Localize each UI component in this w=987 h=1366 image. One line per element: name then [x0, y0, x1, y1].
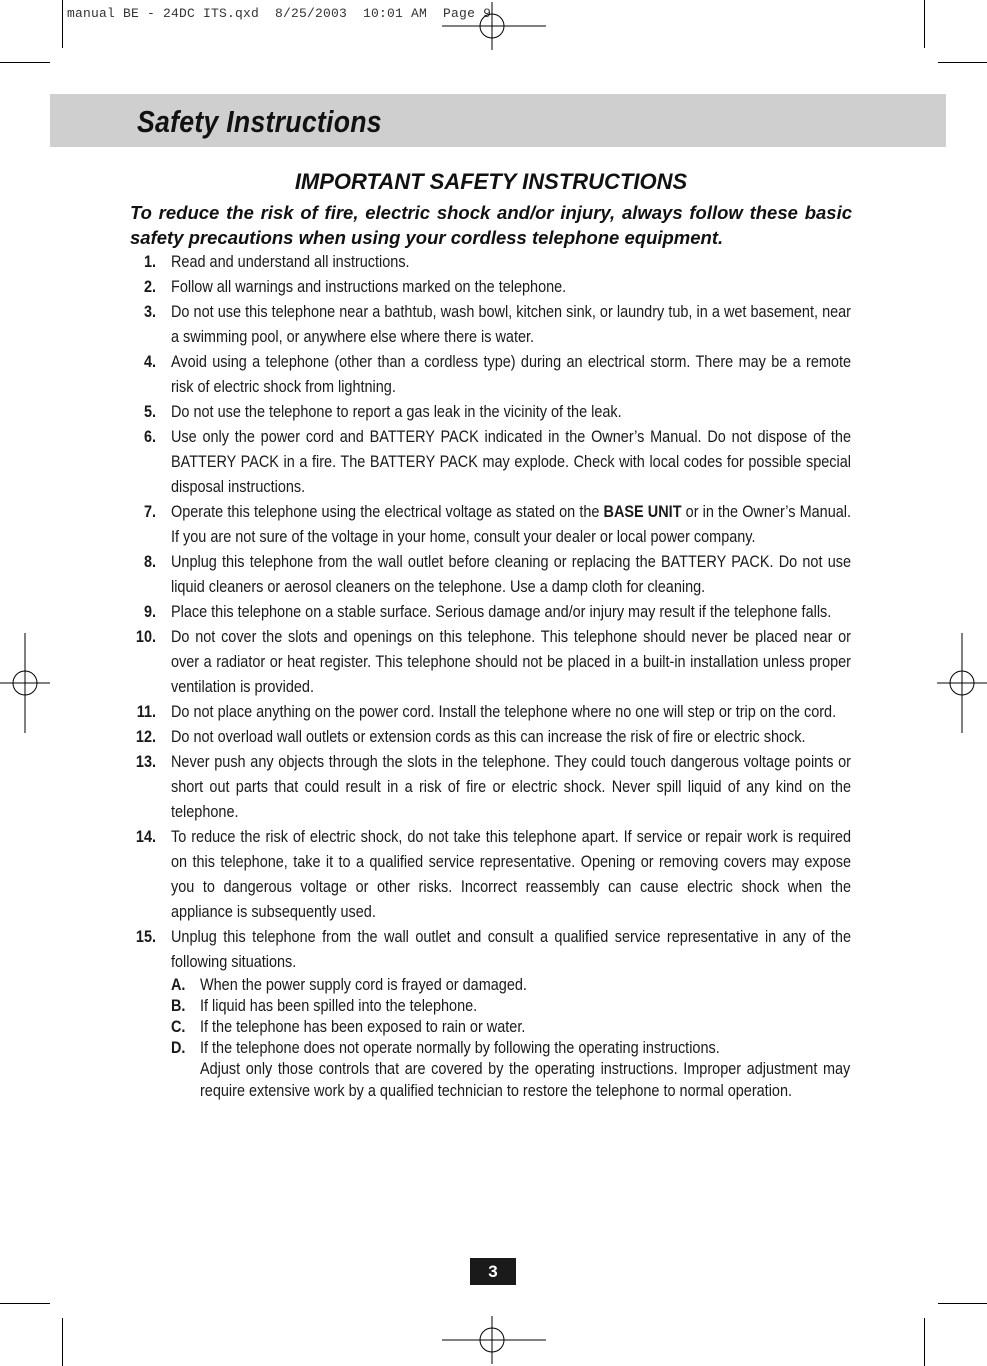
item-text: Use only the power cord and BATTERY PACK indicated in the Owner’s Manual. Do not dispose of the BATTERY PACK in a fire. The BATTERY PACK may explode. Check with local codes for possible special disposal instructions. [171, 427, 851, 496]
item-text: Do not use this telephone near a bathtub, wash bowl, kitchen sink, or laundry tub, in a wet basement, near a swimming pool, or anywhere else where there is water. [171, 302, 851, 346]
item-text-part: Operate this telephone using the electrical voltage as stated on the [171, 502, 604, 521]
item-text: To reduce the risk of electric shock, do not take this telephone apart. If service or repair work is required on this telephone, take it to a qualified service representative. Opening or removing covers may expose you to dangerous voltage or other risks. Incorrect reassembly can cause electric shock when the appliance is subsequently used. [171, 827, 851, 921]
sub-item-letter: B. [171, 996, 186, 1015]
sub-item-text: If the telephone has been exposed to rain or water. [200, 1017, 526, 1036]
list-item [120, 299, 852, 349]
sub-item-text: If the telephone does not operate normally by following the operating instructions. [200, 1038, 720, 1057]
crop-mark [938, 62, 987, 63]
item-text: Do not use the telephone to report a gas leak in the vicinity of the leak. [171, 402, 622, 421]
item-text: Do not overload wall outlets or extension cords as this can increase the risk of fire or electric shock. [171, 727, 806, 746]
registration-mark-icon [937, 633, 987, 733]
sub-list-item [171, 1016, 852, 1037]
item-number: 13. [135, 752, 156, 771]
sub-list-item [171, 1037, 852, 1058]
page-number: 3 [470, 1258, 516, 1285]
header-notch [0, 94, 50, 147]
crop-mark [62, 0, 63, 48]
list-item [120, 749, 852, 824]
list-item [120, 599, 852, 624]
list-item [120, 249, 852, 274]
crop-mark [924, 1318, 925, 1366]
list-item [120, 424, 852, 499]
item-number: 8. [143, 552, 156, 571]
list-item [120, 399, 852, 424]
crop-mark [62, 1318, 63, 1366]
item-number: 6. [143, 427, 156, 446]
sub-item-letter: A. [171, 975, 186, 994]
item-number: 15. [135, 927, 156, 946]
safety-instructions-list [120, 249, 852, 1102]
crop-mark [924, 0, 925, 48]
crop-mark [0, 1303, 50, 1304]
list-item [120, 924, 852, 1102]
sub-list-item [171, 995, 852, 1016]
item-text: Unplug this telephone from the wall outlet and consult a qualified service representative in any of the following situations. [171, 927, 851, 971]
list-item [120, 549, 852, 599]
crop-mark [938, 1303, 987, 1304]
item-number: 9. [143, 602, 156, 621]
item-text: Do not place anything on the power cord. Install the telephone where no one will step or trip on the cord. [171, 702, 837, 721]
list-item [120, 499, 852, 549]
page-title: IMPORTANT SAFETY INSTRUCTIONS [294, 169, 688, 194]
item-number: 7. [143, 502, 156, 521]
list-item [120, 824, 852, 924]
sub-item-letter: C. [171, 1017, 186, 1036]
item-text: Follow all warnings and instructions marked on the telephone. [171, 277, 567, 296]
item-number: 14. [135, 827, 156, 846]
item-number: 1. [143, 252, 156, 271]
sub-item-text: When the power supply cord is frayed or damaged. [200, 975, 527, 994]
registration-mark-icon [442, 1316, 546, 1364]
item-text: Place this telephone on a stable surface. Serious damage and/or injury may result if the telephone falls. [171, 602, 832, 621]
item-text-part: or in the Owner’s Manual. If you are not sure of the voltage in your home, consult your dealer or local power company. [171, 502, 851, 546]
item-number: 11. [136, 702, 156, 721]
base-unit-emphasis: BASE UNIT [603, 502, 682, 521]
item-number: 10. [135, 627, 156, 646]
list-item [120, 724, 852, 749]
item-number: 4. [143, 352, 156, 371]
list-item [120, 699, 852, 724]
item-number: 5. [143, 402, 156, 421]
printer-slug: manual BE - 24DC ITS.qxd 8/25/2003 10:01 AM Page 9 [67, 6, 492, 21]
crop-mark [0, 62, 50, 63]
list-item [120, 274, 852, 299]
registration-mark-icon [0, 633, 50, 733]
section-title: Safety Instructions [137, 104, 382, 139]
item-text: Unplug this telephone from the wall outlet before cleaning or replacing the BATTERY PACK. Do not use liquid cleaners or aerosol cleaners on the telephone. Use a damp cloth for cleaning. [171, 552, 851, 596]
registration-mark-icon [442, 2, 546, 50]
sub-item-letter: D. [171, 1038, 186, 1057]
sub-item-text: If liquid has been spilled into the telephone. [200, 996, 478, 1015]
list-item [120, 624, 852, 699]
item-text: Avoid using a telephone (other than a cordless type) during an electrical storm. There may be a remote risk of electric shock from lightning. [171, 352, 851, 396]
situations-sublist [171, 974, 852, 1058]
item-text: Never push any objects through the slots in the telephone. They could touch dangerous voltage points or short out parts that could result in a risk of fire or electric shock. Never spill liquid of any kind on the telephone. [171, 752, 851, 821]
sub-list-item [171, 974, 852, 995]
intro-paragraph: To reduce the risk of fire, electric shock and/or injury, always follow these basic safety precautions when using your cordless telephone equipment. [130, 202, 852, 248]
item-number: 3. [143, 302, 156, 321]
item-text: Do not cover the slots and openings on this telephone. This telephone should never be placed near or over a radiator or heat register. This telephone should not be placed in a built-in installation unless proper ventilation is provided. [171, 627, 851, 696]
adjustment-note: Adjust only those controls that are covered by the operating instructions. Improper adjustment may require extensive work by a qualified technician to restore the telephone to normal operation. [200, 1059, 851, 1100]
item-text: Read and understand all instructions. [171, 252, 410, 271]
list-item [120, 349, 852, 399]
item-text [171, 499, 851, 549]
item-number: 12. [135, 727, 156, 746]
item-number: 2. [143, 277, 156, 296]
